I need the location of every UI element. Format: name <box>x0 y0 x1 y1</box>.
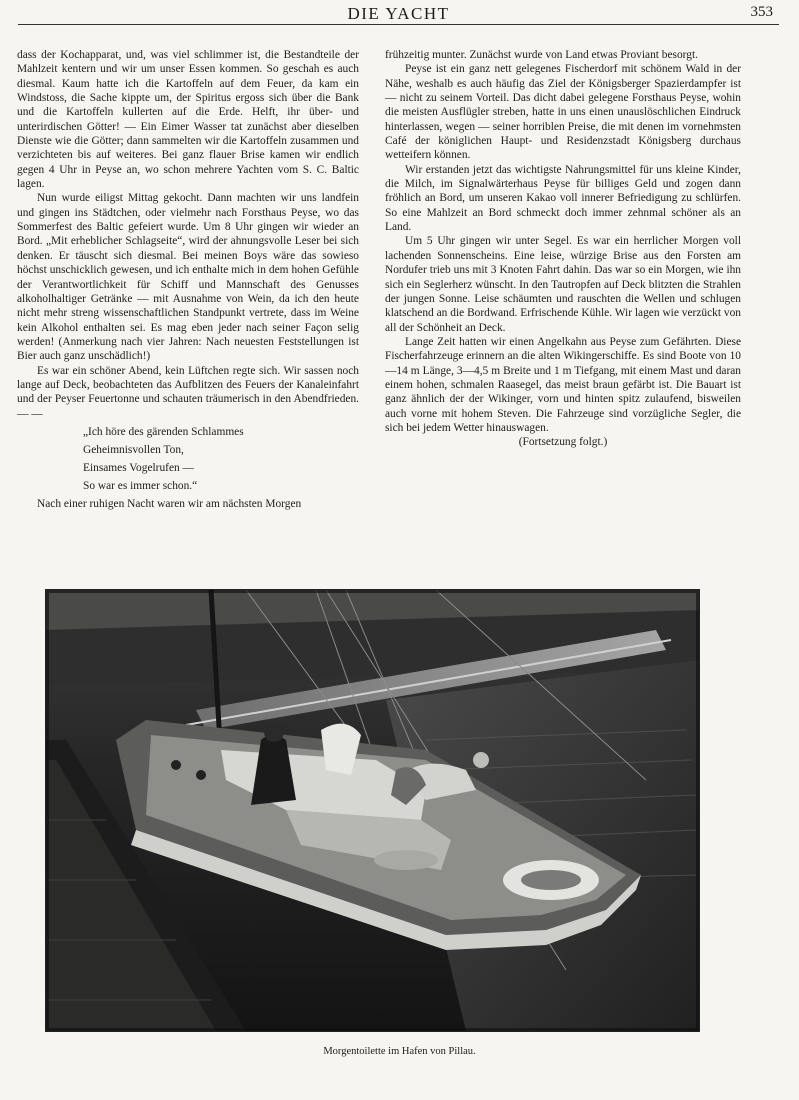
page-header <box>18 0 779 25</box>
yacht-photograph <box>45 589 700 1032</box>
poem-quote <box>83 423 359 495</box>
right-column <box>385 48 741 450</box>
right-paragraph-5: Lange Zeit hatten wir einen Angelkahn aus Peyse zum Gefährten. Diese Fischerfahrzeuge erinnern an die alten Wikingerschiffe. Es sind Boote von 10—14 m Länge, 3—4,5 m Breite und 1 m Tiefgang, mit einem Mast und daran einem hohen, schmalen Raasegel, das meist braun gefärbt ist. Die Bauart ist ganz ähnlich der der Wikinger, vorn und hinten spitz zulaufend, bisweilen auch vorne mit hohem Steven. Die Fahrzeuge sind vorzügliche Segler, die sich bei jedem Wetter hinauswagen. <box>385 335 741 434</box>
yacht-harbor-illustration <box>46 590 699 1031</box>
poem-line: „Ich höre des gärenden Schlammes <box>83 425 244 438</box>
left-column <box>17 48 359 511</box>
poem-line: Einsames Vogelrufen — <box>83 461 194 474</box>
right-paragraph-3: Wir erstanden jetzt das wichtigste Nahrungsmittel für uns kleine Kinder, die Milch, im Signalwärterhaus Peyse für billiges Geld und zogen dann fröhlich an Bord, um unseren Kakao voll innerer Befriedigung zu schlürfen. So eine Mahlzeit an Bord schmeckt doch immer zehnmal schöner als an Land. <box>385 163 741 234</box>
continuation-note: (Fortsetzung folgt.) <box>518 436 608 449</box>
page-number: 353 <box>750 4 773 20</box>
left-paragraph-4: Nach einer ruhigen Nacht waren wir am nächsten Morgen <box>37 497 302 510</box>
left-paragraph-2: Nun wurde eiligst Mittag gekocht. Dann machten wir uns landfein und gingen ins Städtchen, oder vielmehr nach Forsthaus Peyse, wo das Sommerfest des Baltic gefeiert wurde. Um 8 Uhr gingen wir wieder an Bord. „Mit erheblicher Schlagseite“, wird der ahnungsvolle Leser bei sich denken. Er täuscht sich diesmal. Bei meinen Boys wäre das sowieso höchst unschicklich gewesen, und ich enthalte mich in dem hohen Gefühle der Verantwortlichkeit für Schiff und Mannschaft des Genusses alkoholhaltiger Getränke — mit Ausnahme von Wein, da ich den heute nicht mehr streng wissenschaftlichen Standpunkt vertrete, dass im Weine kein Alkohol enthalten sei. Es mag eben jeder nach seiner Façon selig werden! (Anmerkung nach vier Jahren: Nach neuesten Feststellungen ist Bier auch ganz unschädlich!) <box>17 192 359 363</box>
left-paragraph-1: dass der Kochapparat, und, was viel schlimmer ist, die Bestandteile der Mahlzeit kentern und wir um unser Essen kommen. So geschah es auch diesmal. Kaum hatte ich die Kartoffeln auf dem Feuer, da kam ein Windstoss, die Sache kippte um, der Spiritus ergoss sich über die Bank und die Kartoffeln kullerten auf die Erde. Helft, ihr über- und unterirdischen Götter! — Ein Eimer Wasser tat zunächst aber dieselben Dienste wie die Götter; dann sammelten wir die Kartoffeln zusammen und verzichteten bis auf weiteres. Bei ganz flauer Brise kamen wir endlich gegen 4 Uhr in Peyse an, wo schon mehrere Yachten vom S. C. Baltic lagen. <box>17 49 359 191</box>
right-paragraph-4: Um 5 Uhr gingen wir unter Segel. Es war ein herrlicher Morgen voll lachenden Sonnenscheins. Eine leise, würzige Brise aus den Forsten am Nordufer trieb uns mit 3 Knoten Fahrt dahin. Das war so ein Morgen, wie ihn sich ein Seglerherz wünscht. In den Tautropfen auf Deck blitzten die Strahlen der jungen Sonne. Leise schäumten und rauschten die Wellen und schlugen klatschend an die Bordwand. Erfrischende Kühle. Wir lagen wie verzückt von all der Schönheit an Deck. <box>385 235 741 334</box>
left-paragraph-3: Es war ein schöner Abend, kein Lüftchen regte sich. Wir sassen noch lange auf Deck, beobachteten das Aufblitzen des Feuers der Kanaleinfahrt und der Peyser Feuertonne und schauten träumerisch in den Abendfrieden. — — <box>17 364 359 420</box>
magazine-title: DIE YACHT <box>347 4 450 23</box>
right-paragraph-2: Peyse ist ein ganz nett gelegenes Fischerdorf mit schönem Wald in der Nähe, weshalb es auch häufig das Ziel der Königsberger Spazierdampfer ist — nicht zu seinem Vorteil. Das dicht dabei gelegene Forsthaus Peyse, wohin die meisten Ausflügler streben, hatte in uns einen unauslöschlichen Eindruck hinterlassen, wegen — seiner horriblen Preise, die mit denen im vornehmsten Café der königlichen Haupt- und Residenzstadt Königsberg durchaus wetteifern können. <box>385 63 741 162</box>
photo-caption: Morgentoilette im Hafen von Pillau. <box>323 1046 476 1057</box>
poem-line: So war es immer schon.“ <box>83 479 198 492</box>
poem-line: Geheimnisvollen Ton, <box>83 443 184 456</box>
right-paragraph-1: frühzeitig munter. Zunächst wurde von Land etwas Proviant besorgt. <box>385 49 698 61</box>
